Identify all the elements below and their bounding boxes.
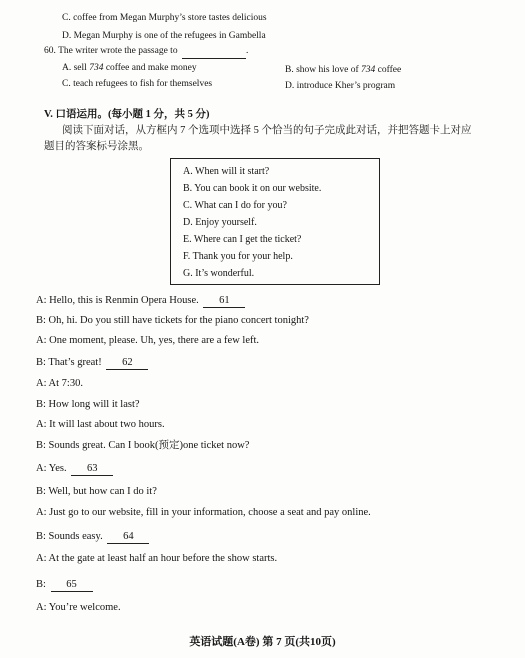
q60-option-d: D. introduce Kher’s program (285, 81, 396, 91)
dialogue-line-3: A: One moment, please. Uh, yes, there are a few left. (36, 335, 260, 346)
dialogue-line-6: B: How long will it last? (36, 399, 140, 410)
dialogue-line-10: B: Well, but how can I do it? (36, 486, 157, 497)
option-b: B. You can book it on our website. (183, 183, 322, 194)
option-d: D. Enjoy yourself. (183, 217, 257, 228)
option-g: G. It’s wonderful. (183, 268, 255, 279)
dialogue-line-15: A: You’re welcome. (36, 602, 121, 613)
dialogue-line-8: B: Sounds great. Can I book(预定)one ticket now? (36, 440, 250, 451)
dialogue-line-13: A: At the gate at least half an hour before the show starts. (36, 553, 278, 564)
dialogue-line-2: B: Oh, hi. Do you still have tickets for the piano concert tonight? (36, 315, 309, 326)
option-e: E. Where can I get the ticket? (183, 234, 302, 245)
option-a: A. When will it start? (183, 166, 270, 177)
q60-option-b: B. show his love of 734 coffee (285, 65, 402, 75)
blank-64: 64 (107, 530, 149, 544)
page-footer: 英语试题(A卷) 第 7 页(共10页) (189, 636, 336, 648)
dialogue-line-9: A: Yes. 63 (36, 462, 113, 476)
blank-61: 61 (203, 294, 245, 308)
dialogue-line-1: A: Hello, this is Renmin Opera House. 61 (36, 294, 245, 308)
blank-62: 62 (106, 356, 148, 370)
dialogue-line-7: A: It will last about two hours. (36, 419, 165, 430)
q60-stem: 60. The writer wrote the passage to . (44, 45, 248, 59)
q59-option-c: C. coffee from Megan Murphy’s store tastes delicious (62, 13, 267, 23)
blank-63: 63 (71, 462, 113, 476)
dialogue-line-12: B: Sounds easy. 64 (36, 530, 149, 544)
q60-answer-blank (182, 45, 246, 59)
options-box (170, 158, 380, 285)
option-f: F. Thank you for your help. (183, 251, 293, 262)
section-title: V. 口语运用。(每小题 1 分，共 5 分) (44, 109, 210, 120)
option-c: C. What can I do for you? (183, 200, 287, 211)
blank-65: 65 (51, 578, 93, 592)
q60-option-a: A. sell 734 coffee and make money (62, 63, 197, 73)
q59-option-d: D. Megan Murphy is one of the refugees in Gambella (62, 31, 266, 41)
dialogue-line-14: B: 65 (36, 578, 93, 592)
dialogue-line-4: B: That’s great! 62 (36, 356, 148, 370)
dialogue-line-11: A: Just go to our website, fill in your information, choose a seat and pay online. (36, 507, 371, 518)
q60-option-c: C. teach refugees to fish for themselves (62, 79, 213, 89)
section-instruction-line2: 题目的答案标号涂黑。 (44, 141, 149, 152)
dialogue-line-5: A: At 7:30. (36, 378, 83, 389)
section-instruction-line1: 阅读下面对话，从方框内 7 个选项中选择 5 个恰当的句子完成此对话，并把答题卡上对应 (62, 125, 472, 136)
q60-stem-text: 60. The writer wrote the passage to (44, 46, 178, 56)
